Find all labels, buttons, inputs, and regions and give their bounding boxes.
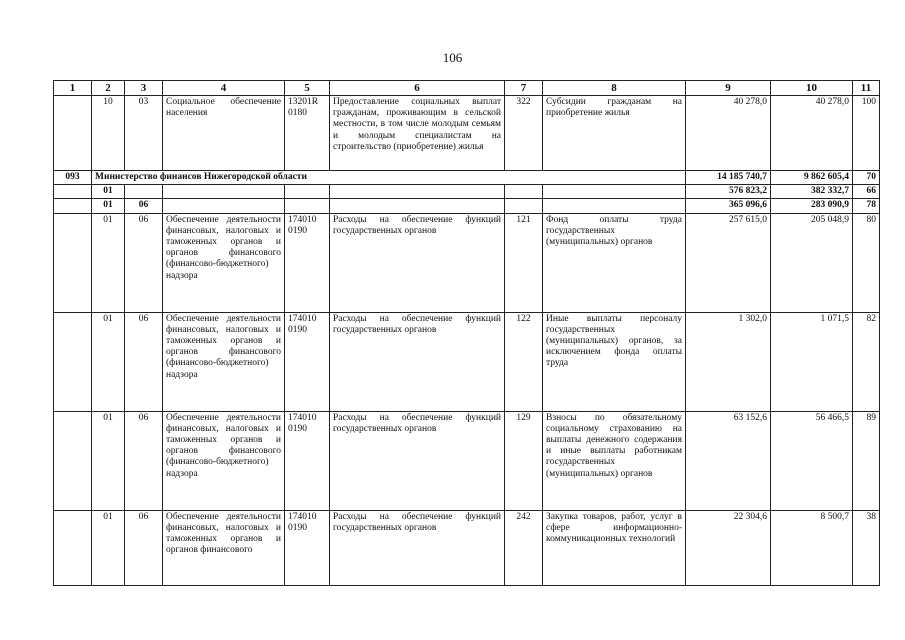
header-cell: 11 bbox=[853, 81, 880, 96]
cell-ministry-code bbox=[54, 411, 92, 510]
header-row bbox=[54, 81, 880, 96]
cell-subsection: 06 bbox=[125, 510, 163, 585]
cell-empty bbox=[505, 199, 543, 213]
cell-empty bbox=[285, 199, 330, 213]
table-row bbox=[54, 213, 880, 312]
table-row bbox=[54, 312, 880, 411]
cell-empty bbox=[330, 199, 505, 213]
cell-section: 10 bbox=[92, 96, 125, 171]
cell-ministry-code bbox=[54, 199, 92, 213]
cell-plan-amount: 365 096,6 bbox=[686, 199, 771, 213]
cell-expense-type-name: Субсидии гражданам на приобретение жилья bbox=[543, 96, 686, 171]
header-cell: 9 bbox=[686, 81, 771, 96]
cell-target-article: 174010 0190 bbox=[285, 312, 330, 411]
cell-expense-type-name: Взносы по обязательному социальному страхованию на выплаты денежного содержания и иные выплаты работникам государственных (муниципальных) органов bbox=[543, 411, 686, 510]
page-number: 106 bbox=[442, 50, 463, 65]
header-cell: 7 bbox=[505, 81, 543, 96]
cell-subsection: 06 bbox=[125, 411, 163, 510]
cell-expense-type-name: Иные выплаты персоналу государственных (муниципальных) органов, за исключением фонда оплаты труда bbox=[543, 312, 686, 411]
cell-ministry-title: Министерство финансов Нижегородской области bbox=[92, 171, 686, 185]
cell-ministry-code bbox=[54, 312, 92, 411]
cell-ministry-code bbox=[54, 213, 92, 312]
cell-expense-type: 122 bbox=[505, 312, 543, 411]
cell-target-article: 174010 0190 bbox=[285, 213, 330, 312]
cell-actual-amount: 283 090,9 bbox=[771, 199, 853, 213]
cell-plan-amount: 63 152,6 bbox=[686, 411, 771, 510]
cell-subsection-name: Социальное обеспечение населения bbox=[163, 96, 285, 171]
cell-expense-type: 242 bbox=[505, 510, 543, 585]
cell-target-article-name: Предоставление социальных выплат гражданам, проживающим в сельской местности, в том числе молодым семьям и молодым специалистам на строительство (приобретение) жилья bbox=[330, 96, 505, 171]
cell-percent: 80 bbox=[853, 213, 880, 312]
header-cell: 5 bbox=[285, 81, 330, 96]
cell-actual-amount: 9 862 605,4 bbox=[771, 171, 853, 185]
cell-ministry-code bbox=[54, 96, 92, 171]
cell-ministry-code bbox=[54, 510, 92, 585]
cell-percent: 70 bbox=[853, 171, 880, 185]
cell-target-article-name: Расходы на обеспечение функций государственных органов bbox=[330, 411, 505, 510]
table-row-ministry bbox=[54, 171, 880, 185]
cell-empty bbox=[505, 185, 543, 199]
cell-subsection: 06 bbox=[125, 213, 163, 312]
cell-percent: 78 bbox=[853, 199, 880, 213]
cell-expense-type: 322 bbox=[505, 96, 543, 171]
budget-table bbox=[53, 80, 880, 586]
cell-actual-amount: 8 500,7 bbox=[771, 510, 853, 585]
header-cell: 3 bbox=[125, 81, 163, 96]
cell-expense-type: 129 bbox=[505, 411, 543, 510]
cell-ministry-code: 093 bbox=[54, 171, 92, 185]
cell-empty bbox=[330, 185, 505, 199]
header-cell: 6 bbox=[330, 81, 505, 96]
cell-section: 01 bbox=[92, 213, 125, 312]
cell-ministry-code bbox=[54, 185, 92, 199]
header-cell: 1 bbox=[54, 81, 92, 96]
cell-subsection-name: Обеспечение деятельности финансовых, налоговых и таможенных органов и органов финансового (финансово-бюджетного) надзора bbox=[163, 312, 285, 411]
header-cell: 4 bbox=[163, 81, 285, 96]
cell-expense-type-name: Закупка товаров, работ, услуг в сфере информационно-коммуникационных технологий bbox=[543, 510, 686, 585]
cell-section: 01 bbox=[92, 411, 125, 510]
cell-section: 01 bbox=[92, 312, 125, 411]
cell-empty bbox=[285, 185, 330, 199]
cell-plan-amount: 1 302,0 bbox=[686, 312, 771, 411]
header-cell: 10 bbox=[771, 81, 853, 96]
cell-expense-type: 121 bbox=[505, 213, 543, 312]
cell-empty bbox=[543, 185, 686, 199]
header-cell: 2 bbox=[92, 81, 125, 96]
cell-actual-amount: 40 278,0 bbox=[771, 96, 853, 171]
cell-percent: 89 bbox=[853, 411, 880, 510]
cell-percent: 38 bbox=[853, 510, 880, 585]
cell-target-article: 13201R 0180 bbox=[285, 96, 330, 171]
cell-subsection-name: Обеспечение деятельности финансовых, налоговых и таможенных органов и органов финансового (финансово-бюджетного) надзора bbox=[163, 213, 285, 312]
cell-expense-type-name: Фонд оплаты труда государственных (муниципальных) органов bbox=[543, 213, 686, 312]
cell-section: 01 bbox=[92, 510, 125, 585]
cell-actual-amount: 1 071,5 bbox=[771, 312, 853, 411]
cell-percent: 82 bbox=[853, 312, 880, 411]
cell-empty bbox=[163, 185, 285, 199]
table-row bbox=[54, 510, 880, 585]
table-row bbox=[54, 96, 880, 171]
table-row-subsection bbox=[54, 199, 880, 213]
cell-subsection: 06 bbox=[125, 312, 163, 411]
cell-target-article-name: Расходы на обеспечение функций государственных органов bbox=[330, 312, 505, 411]
cell-empty bbox=[543, 199, 686, 213]
cell-plan-amount: 22 304,6 bbox=[686, 510, 771, 585]
table-row bbox=[54, 411, 880, 510]
cell-percent: 100 bbox=[853, 96, 880, 171]
cell-target-article: 174010 0190 bbox=[285, 510, 330, 585]
cell-actual-amount: 205 048,9 bbox=[771, 213, 853, 312]
cell-subsection-name: Обеспечение деятельности финансовых, налоговых и таможенных органов и органов финансового bbox=[163, 510, 285, 585]
cell-section: 01 bbox=[92, 199, 125, 213]
cell-target-article-name: Расходы на обеспечение функций государственных органов bbox=[330, 510, 505, 585]
cell-target-article: 174010 0190 bbox=[285, 411, 330, 510]
cell-subsection-name: Обеспечение деятельности финансовых, налоговых и таможенных органов и органов финансового (финансово-бюджетного) надзора bbox=[163, 411, 285, 510]
cell-section: 01 bbox=[92, 185, 125, 199]
cell-actual-amount: 56 466,5 bbox=[771, 411, 853, 510]
cell-plan-amount: 576 823,2 bbox=[686, 185, 771, 199]
cell-actual-amount: 382 332,7 bbox=[771, 185, 853, 199]
header-cell: 8 bbox=[543, 81, 686, 96]
table-row-section bbox=[54, 185, 880, 199]
cell-plan-amount: 14 185 740,7 bbox=[686, 171, 771, 185]
cell-percent: 66 bbox=[853, 185, 880, 199]
cell-subsection: 03 bbox=[125, 96, 163, 171]
cell-subsection: 06 bbox=[125, 199, 163, 213]
cell-plan-amount: 257 615,0 bbox=[686, 213, 771, 312]
cell-plan-amount: 40 278,0 bbox=[686, 96, 771, 171]
cell-target-article-name: Расходы на обеспечение функций государственных органов bbox=[330, 213, 505, 312]
cell-subsection bbox=[125, 185, 163, 199]
cell-empty bbox=[163, 199, 285, 213]
